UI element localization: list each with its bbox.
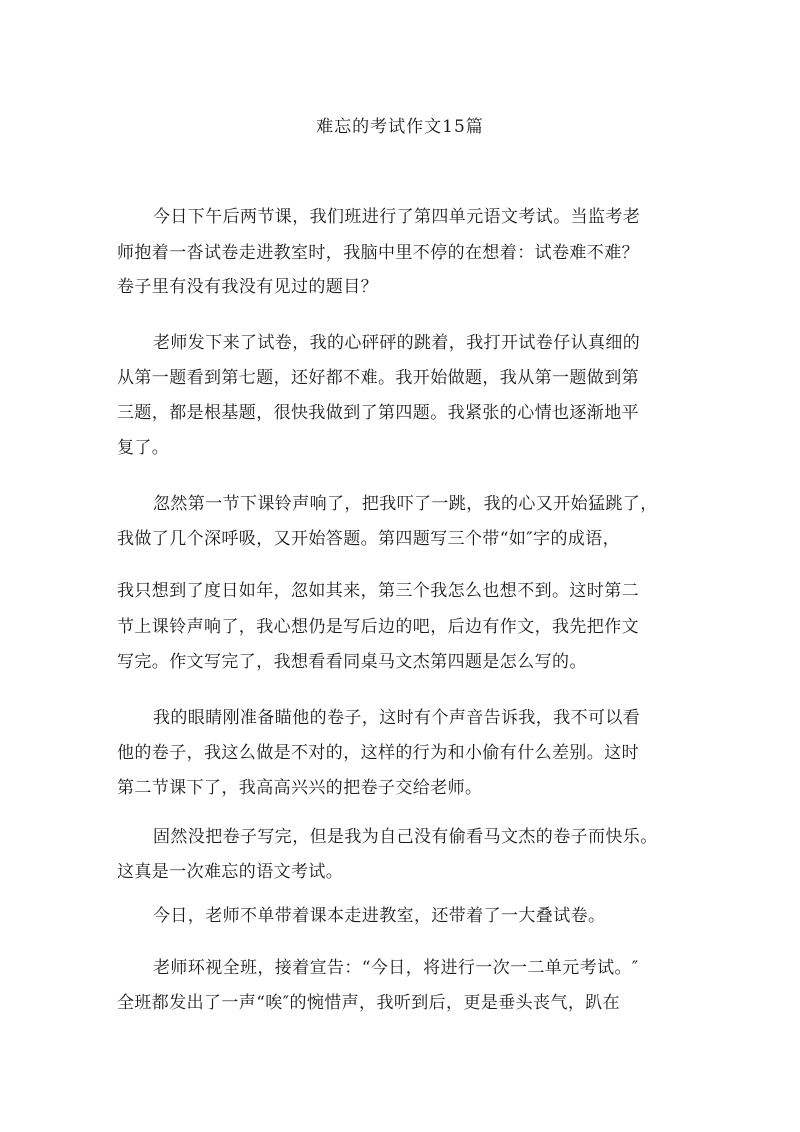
- text-line: 我做了几个深呼吸，又开始答题。第四题写三个带“如″字的成语，: [117, 529, 621, 549]
- text-line: 师抱着一沓试卷走进教室时，我脑中里不停的在想着：试卷难不难？: [117, 243, 639, 263]
- text-line: 三题，都是根基题，很快我做到了第四题。我紧张的心情也逐渐地平: [117, 403, 639, 423]
- text-line: 卷子里有没有我没有见过的题目？: [117, 277, 378, 297]
- text-line: 老师发下来了试卷，我的心砰砰的跳着，我打开试卷仔认真细的: [153, 333, 641, 353]
- text-line: 老师环视全班，接着宣告：“今日，将进行一次一二单元考试。″: [153, 958, 639, 978]
- text-line: 忽然第一节下课铃声响了，把我吓了一跳，我的心又开始猛跳了，: [153, 494, 658, 514]
- text-line: 复了。: [117, 438, 170, 458]
- text-line: 这真是一次难忘的语文考试。: [117, 862, 344, 882]
- text-line: 今日下午后两节课，我们班进行了第四单元语文考试。当监考老: [153, 207, 641, 227]
- text-line: 他的卷子，我这么做是不对的，这样的行为和小偷有什么差别。这时: [117, 743, 639, 763]
- text-line: 从第一题看到第七题，还好都不难。我开始做题，我从第一题做到第: [117, 368, 639, 388]
- text-line: 我只想到了度日如年，忽如其来，第三个我怎么也想不到。这时第二: [117, 581, 639, 601]
- text-line: 全班都发出了一声“唉″的惋惜声，我听到后，更是垂头丧气，趴在: [117, 993, 621, 1013]
- text-line: 节上课铃声响了，我心想仍是写后边的吧，后边有作文，我先把作文: [117, 617, 639, 637]
- text-line: 第二节课下了，我高高兴兴的把卷子交给老师。: [117, 778, 483, 798]
- text-line: 固然没把卷子写完，但是我为自己没有偷看马文杰的卷子而快乐。: [153, 827, 658, 847]
- document-title: 难忘的考试作文15篇: [316, 117, 484, 137]
- text-line: 今日，老师不单带着课本走进教室，还带着了一大叠试卷。: [153, 906, 606, 926]
- text-line: 我的眼睛刚准备瞄他的卷子，这时有个声音告诉我，我不可以看: [153, 708, 641, 728]
- text-line: 写完。作文写完了，我想看看同桌马文杰第四题是怎么写的。: [117, 652, 587, 672]
